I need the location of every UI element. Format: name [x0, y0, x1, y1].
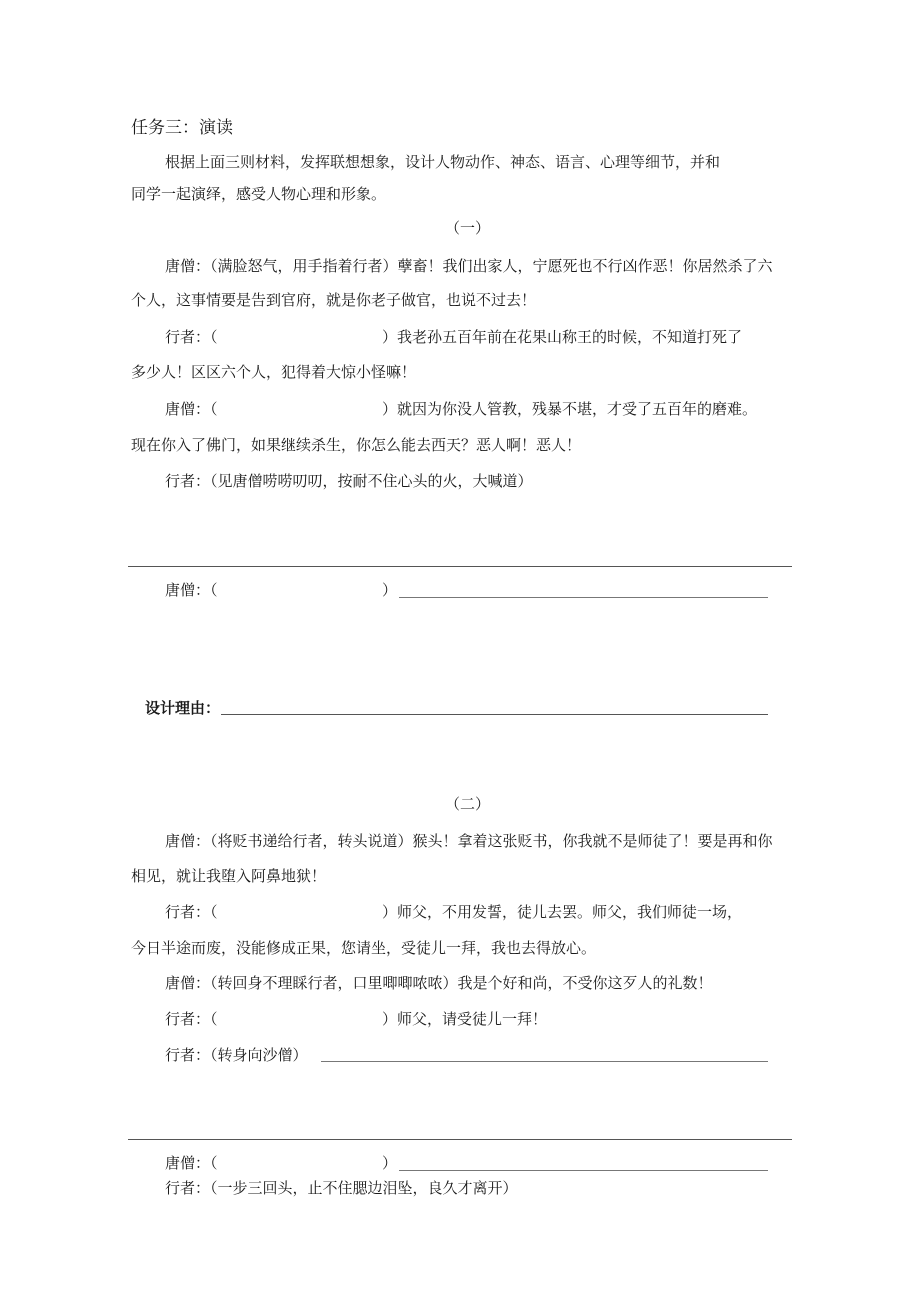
scene2-line-2: 相见，就让我堕入阿鼻地狱！ [131, 867, 327, 885]
design-reason-label: 设计理由： [145, 699, 221, 717]
scene1-line-2: 个人，这事情要是告到官府，就是你老子做官，也说不过去！ [131, 291, 537, 309]
intro-line-2: 同学一起演绎，感受人物心理和形象。 [131, 185, 387, 203]
scene2-line-9: 行者：（一步三回头，止不住腮边泪坠，良久才离开） [165, 1179, 518, 1197]
scene1-heading: （一） [445, 219, 491, 237]
scene2-line-6-start: 行者：（ [165, 1010, 218, 1028]
scene1-line-8-start: 唐僧：（ [165, 581, 218, 599]
scene2-line-5: 唐僧：（转回身不理睬行者，口里唧唧哝哝）我是个好和尚，不受你这歹人的礼数！ [165, 974, 713, 992]
scene1-line-5-end: ）就因为你没人管教，残暴不堪，才受了五百年的磨难。 [382, 400, 758, 418]
scene2-line-3-start: 行者：（ [165, 903, 218, 921]
scene1-line-5-start: 唐僧：（ [165, 400, 218, 418]
design-reason-blank[interactable] [221, 714, 768, 715]
scene1-line-4: 多少人！区区六个人，犯得着大惊小怪嘛！ [131, 363, 417, 381]
scene2-line-8-start: 唐僧：（ [165, 1154, 218, 1172]
scene2-line-8-blank[interactable] [399, 1170, 768, 1171]
scene1-line-8-end: ） [382, 581, 398, 599]
scene1-line-6: 现在你入了佛门，如果继续杀生，你怎么能去西天？恶人啊！恶人！ [131, 436, 582, 454]
scene2-heading: （二） [445, 795, 491, 813]
scene1-line-3-end: ）我老孙五百年前在花果山称王的时候，不知道打死了 [382, 328, 743, 346]
scene2-line-4: 今日半途而废，没能修成正果，您请坐，受徒儿一拜，我也去得放心。 [131, 939, 597, 957]
scene2-line-8-end: ） [382, 1154, 398, 1172]
scene1-line-1: 唐僧：（满脸怒气，用手指着行者）孽畜！我们出家人，宁愿死也不行凶作恶！你居然杀了六 [165, 257, 773, 275]
scene2-line-3-end: ）师父，不用发誓，徒儿去罢。师父，我们师徒一场， [382, 903, 743, 921]
scene2-line-6-end: ）师父，请受徒儿一拜！ [382, 1010, 548, 1028]
scene2-line-1: 唐僧：（将贬书递给行者，转头说道）猴头！拿着这张贬书，你我就不是师徒了！要是再和你 [165, 832, 773, 850]
scene1-line-7: 行者：（见唐僧唠唠叨叨，按耐不住心头的火，大喊道） [165, 472, 533, 490]
scene2-line-7: 行者：（转身向沙僧） [165, 1046, 308, 1064]
scene1-line-3-start: 行者：（ [165, 328, 218, 346]
scene1-line-8-blank[interactable] [399, 597, 768, 598]
scene1-answer-rule [128, 566, 792, 567]
scene2-line-7-blank[interactable] [321, 1061, 768, 1062]
scene2-answer-rule [128, 1139, 792, 1140]
intro-line-1: 根据上面三则材料，发挥联想想象，设计人物动作、神态、语言、心理等细节，并和 [165, 153, 721, 171]
task-title: 任务三：演读 [131, 118, 233, 138]
